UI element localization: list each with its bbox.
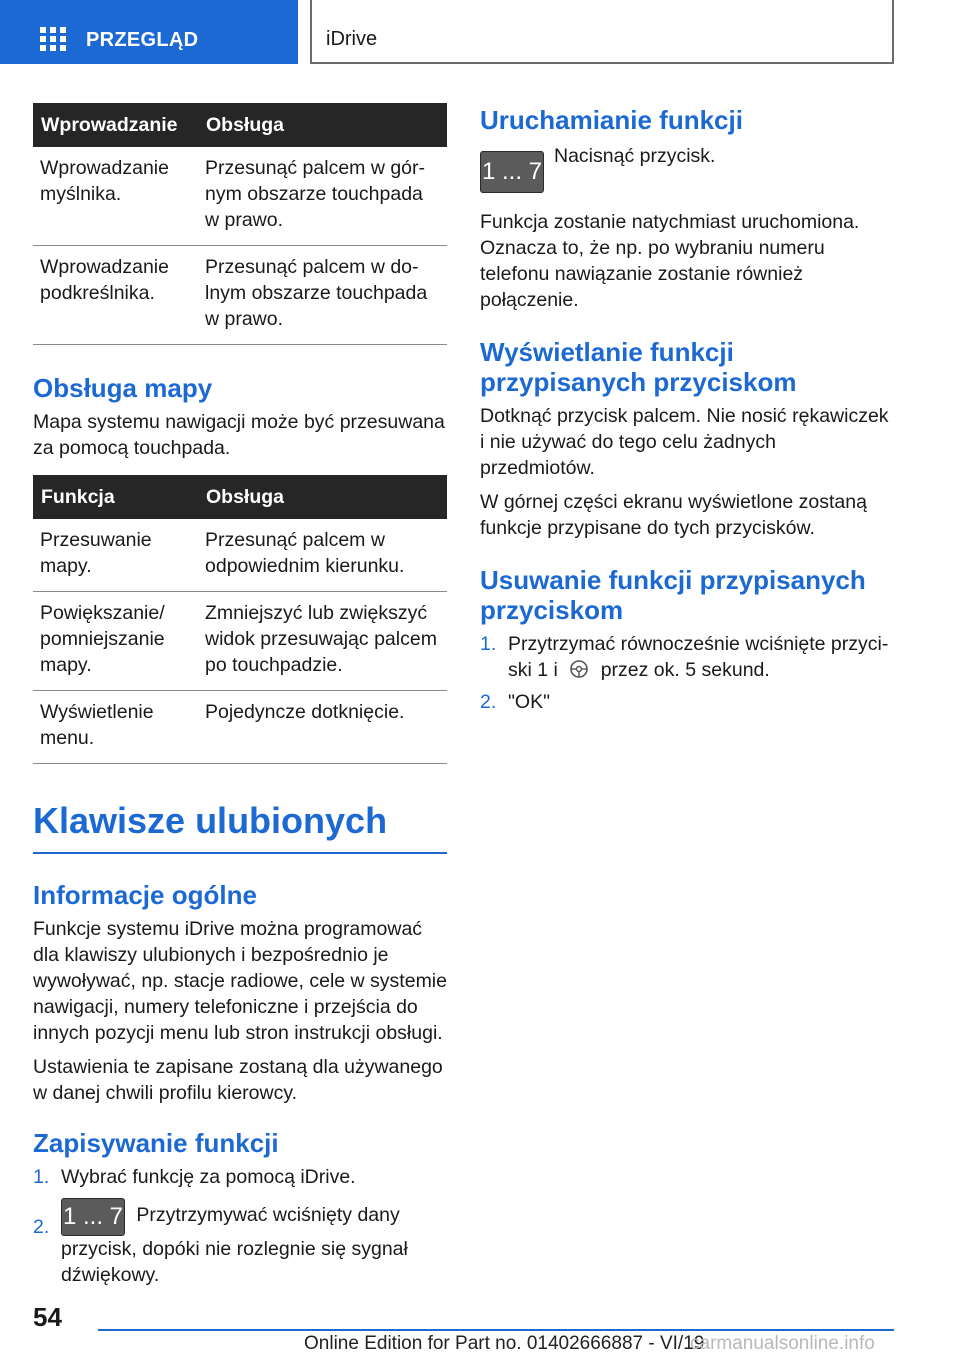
step-number: 2.: [480, 691, 497, 713]
grid-icon: [40, 27, 66, 51]
press-key-row: [480, 145, 892, 195]
table-cell: Wyświetlenie menu.: [33, 691, 198, 764]
page-number: 54: [33, 1302, 62, 1332]
table-cell: Przesunąć palcem w górnym obszarze touchpada w prawo.: [198, 147, 447, 246]
table-cell: Pojedyncze dotknięcie.: [198, 691, 447, 764]
favorite-key-icon: 1 ... 7: [480, 151, 544, 193]
run-function-para: Funkcja zostanie natychmiast uruchomiona. Oznacza to, że np. po wybraniu numeru telefonu nawiązanie zostanie również połączenie.: [480, 211, 860, 311]
map-section-title: Obsługa mapy: [33, 373, 213, 403]
step-number: 1.: [480, 633, 497, 655]
section-tab-label: PRZEGLĄD: [86, 29, 199, 51]
chapter-header-title: iDrive: [326, 28, 378, 50]
table-row: [33, 246, 447, 345]
left-column: [33, 103, 447, 1288]
step-text: Wybrać funkcję za pomocą iDrive.: [61, 1166, 356, 1188]
chapter-header: [310, 0, 894, 64]
list-item: [480, 689, 892, 715]
table-row: [33, 691, 447, 764]
delete-functions-title: Usuwanie funkcji przypisanych przyciskom: [480, 565, 866, 625]
general-info-title: Informacje ogólne: [33, 880, 257, 910]
step-text: przez ok. 5 sekund.: [600, 659, 770, 681]
table-cell: Wprowadzanie podkreślnika.: [33, 246, 198, 345]
section-tab[interactable]: [0, 0, 298, 64]
footer-divider: [98, 1329, 894, 1331]
table-header: Obsługa: [198, 475, 447, 519]
step-number: 2.: [33, 1216, 50, 1238]
general-info-para: Ustawienia te zapisane zostaną dla używanego w danej chwili profilu kierowcy.: [33, 1056, 443, 1104]
list-item: [33, 1202, 447, 1288]
table-row: [33, 147, 447, 246]
step-text: Przytrzymywać wciśnięty dany przycisk, dopóki nie rozlegnie się sygnał dźwiękowy.: [61, 1204, 408, 1286]
table-cell: Przesunąć palcem w odpowiednim kierunku.: [198, 519, 447, 592]
run-function-title: Uruchamianie funkcji: [480, 105, 743, 135]
general-info-para: Funkcje systemu iDrive można programować dla klawiszy ulubionych i bezpośrednio je wywoływać, np. stacje radiowe, cele w systemie nawigacji, numery telefoniczne i przejścia do innych pozycji menu lub stron instrukcji obsługi.: [33, 918, 447, 1044]
table-header: Obsługa: [198, 103, 447, 147]
delete-steps: [480, 631, 892, 715]
table-row: [33, 592, 447, 691]
table-cell: Powiększanie/ pomniejszanie mapy.: [33, 592, 198, 691]
table-cell: Zmniejszyć lub zwiększyć widok przesuwając palcem po touchpadzie.: [198, 592, 447, 691]
footer-watermark: carmanualsonline.info: [690, 1333, 875, 1354]
table-cell: Wprowadzanie myślnika.: [33, 147, 198, 246]
footer-edition: Online Edition for Part no. 01402666887 - VI/19: [304, 1333, 705, 1354]
right-column: [480, 103, 892, 715]
display-functions-para: W górnej części ekranu wyświetlone zostaną funkcje przypisane do tych przycisków.: [480, 491, 867, 539]
table-header: Wprowadzanie: [33, 103, 198, 147]
map-table: [33, 475, 447, 764]
table-cell: Przesuwanie mapy.: [33, 519, 198, 592]
list-item: [480, 631, 892, 683]
step-number: 1.: [33, 1166, 50, 1188]
list-item: [33, 1164, 447, 1190]
favorite-key-icon: 1 ... 7: [61, 1198, 125, 1236]
step-text: Przytrzymać równocześnie wciśnięte przyciski 1 i: [508, 633, 889, 681]
table-cell: Przesunąć palcem w dolnym obszarze touchpada w prawo.: [198, 246, 447, 345]
press-key-text: Nacisnąć przycisk.: [554, 145, 716, 167]
table-header: Funkcja: [33, 475, 198, 519]
steering-wheel-icon: [569, 659, 589, 679]
input-table: [33, 103, 447, 345]
step-text: "OK": [508, 691, 551, 713]
save-function-title: Zapisywanie funkcji: [33, 1128, 279, 1158]
display-functions-para: Dotknąć przycisk palcem. Nie nosić rękawiczek i nie używać do tego celu żadnych przedmiotów.: [480, 405, 889, 479]
display-functions-title: Wyświetlanie funkcji przypisanych przyciskom: [480, 337, 797, 397]
table-row: [33, 519, 447, 592]
chapter-title: Klawisze ulubionych: [33, 800, 447, 854]
save-steps: [33, 1164, 447, 1288]
map-section-text: Mapa systemu nawigacji może być przesuwana za pomocą touchpada.: [33, 411, 445, 459]
